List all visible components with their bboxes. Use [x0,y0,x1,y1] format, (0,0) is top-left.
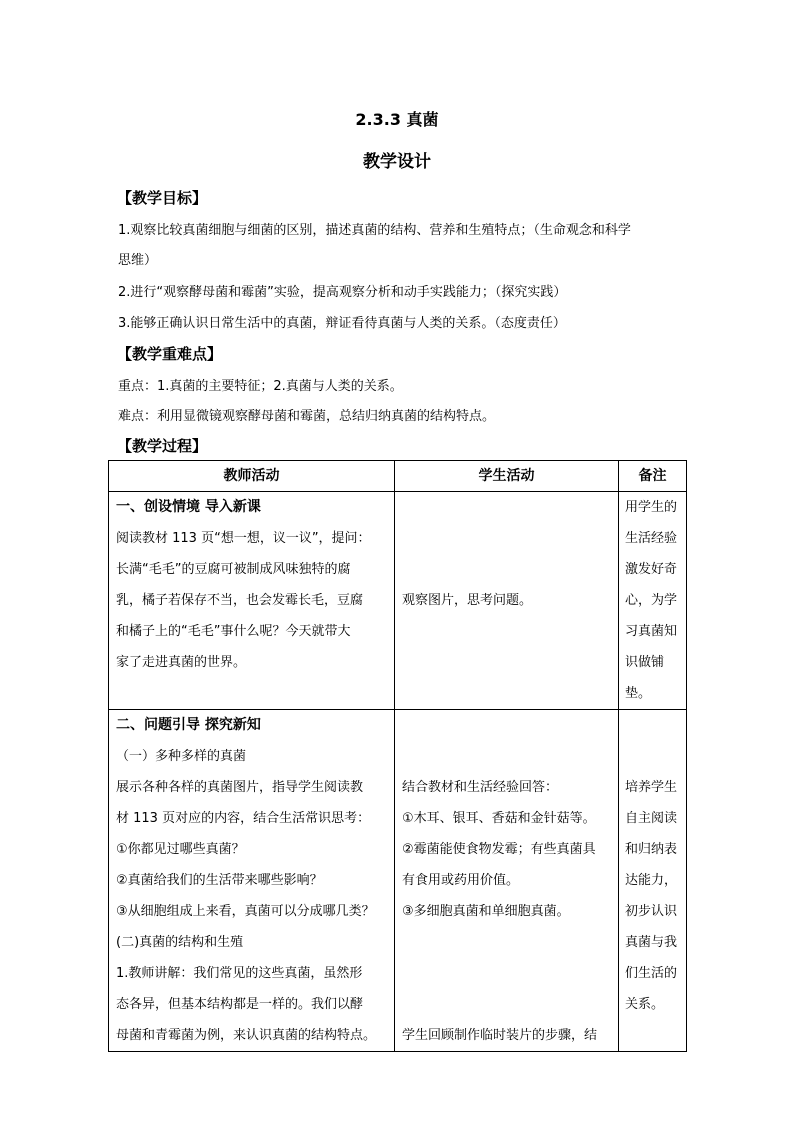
teacher-line: （一）多种多样的真菌 [116,749,247,764]
table-header-row [109,461,687,492]
objective-line: 1.观察比较真菌细胞与细菌的区别，描述真菌的结构、营养和生殖特点；（生命观念和科学 [118,223,631,238]
teacher-line: 家了走进真菌的世界。 [116,655,247,670]
student-line: 学生回顾制作临时装片的步骤，结 [402,1028,598,1043]
teacher-line: 母菌和青霉菌为例，来认识真菌的结构特点。 [116,1028,377,1043]
section-title: 二、问题引导 探究新知 [116,717,261,733]
note-line: 习真菌知 [625,624,678,639]
student-cell [395,492,619,710]
teacher-line: 材 113 页对应的内容，结合生活常识思考： [116,811,371,826]
doc-title: 2.3.3 真菌 [355,110,439,129]
note-cell [619,710,687,1052]
note-line: 们生活的 [625,966,678,981]
teacher-line: 态各异，但基本结构都是一样的。我们以酵 [116,997,364,1012]
note-line: 培养学生 [625,780,678,795]
student-line: 结合教材和生活经验回答： [402,780,559,795]
doc-subtitle: 教学设计 [363,152,431,172]
section-title: 一、创设情境 导入新课 [116,499,261,515]
teacher-line: ③从细胞组成上来看，真菌可以分成哪几类？ [116,904,375,919]
note-line: 真菌与我 [625,935,678,950]
student-line: 观察图片，思考问题。 [402,593,533,608]
teacher-cell [109,710,395,1052]
objective-line: 3.能够正确认识日常生活中的真菌，辩证看待真菌与人类的关系。（态度责任） [118,316,566,331]
teacher-line: 长满“毛毛”的豆腐可被制成风味独特的腐 [116,562,351,577]
teacher-line: 乳，橘子若保存不当，也会发霉长毛，豆腐 [116,593,364,608]
note-cell [619,492,687,710]
teacher-line: ①你都见过哪些真菌？ [116,842,245,857]
student-line: ③多细胞真菌和单细胞真菌。 [402,904,570,919]
teacher-line: ②真菌给我们的生活带来哪些影响？ [116,873,323,888]
student-line: ①木耳、银耳、香菇和金针菇等。 [402,811,596,826]
note-line: 识做铺垫。 [625,655,665,701]
key-points-heading: 【教学重难点】 [117,345,223,363]
process-table [108,460,687,1052]
teacher-cell [109,492,395,710]
student-line: ②霉菌能使食物发霉；有些真菌具 [402,842,596,857]
difficulty-line: 难点：利用显微镜观察酵母菌和霉菌，总结归纳真菌的结构特点。 [118,409,496,424]
note-line: 用学生的 [625,500,678,515]
teacher-line: 和橘子上的“毛毛”事什么呢？今天就带大 [116,624,351,639]
header-teacher: 教师活动 [109,461,395,492]
header-note: 备注 [619,461,687,492]
key-point-line: 重点：1.真菌的主要特征；2.真菌与人类的关系。 [118,379,403,394]
note-line: 生活经验 [625,531,678,546]
note-line: 达能力， [625,873,678,888]
process-heading: 【教学过程】 [117,437,208,455]
objective-line: 2.进行“观察酵母菌和霉菌”实验，提高观察分析和动手实践能力；（探究实践） [118,285,567,300]
objective-line: 思维） [118,253,158,268]
table-row [109,492,687,710]
teacher-line: 展示各种各样的真菌图片，指导学生阅读教 [116,780,364,795]
teacher-line: (二)真菌的结构和生殖 [116,935,244,950]
teacher-line: 阅读教材 113 页“想一想，议一议”，提问： [116,531,371,546]
note-line: 自主阅读 [625,811,678,826]
student-line: 有食用或药用价值。 [402,873,520,888]
teacher-line: 1.教师讲解：我们常见的这些真菌，虽然形 [116,966,363,981]
table-row [109,710,687,1052]
note-line: 心，为学 [625,593,678,608]
student-cell [395,710,619,1052]
note-line: 激发好奇 [625,562,678,577]
note-line: 关系。 [625,997,665,1012]
note-line: 初步认识 [625,904,678,919]
header-student: 学生活动 [395,461,619,492]
note-line: 和归纳表 [625,842,678,857]
objectives-heading: 【教学目标】 [117,189,208,207]
